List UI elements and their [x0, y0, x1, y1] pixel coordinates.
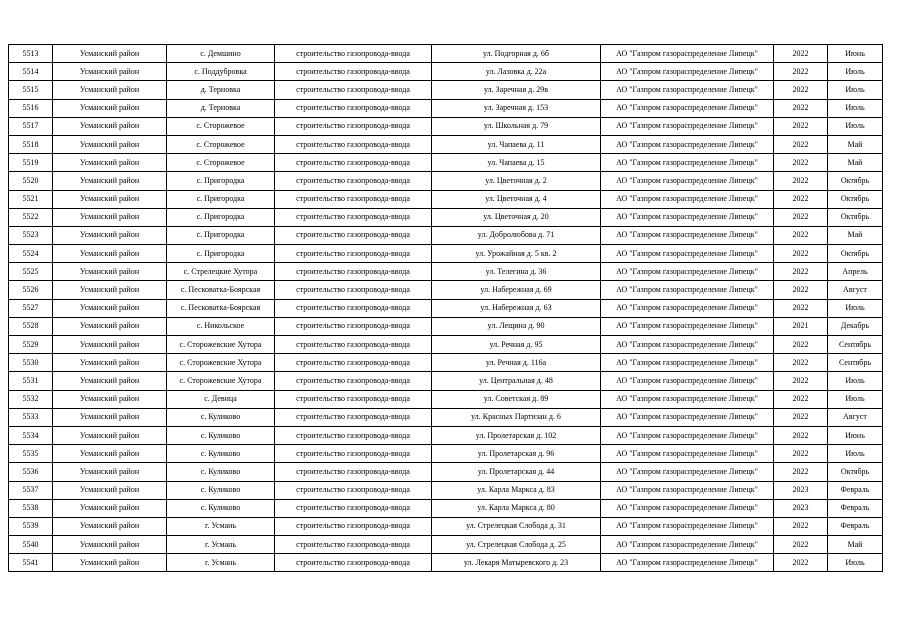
district-cell: Усманский район	[53, 445, 167, 463]
month-cell: Июль	[828, 445, 883, 463]
address-cell: ул. Цветочная д. 20	[432, 208, 601, 226]
year-cell: 2022	[774, 135, 828, 153]
organization-cell: АО "Газпром газораспределение Липецк"	[601, 281, 774, 299]
settlement-cell: с. Никольское	[167, 317, 275, 335]
table-row	[9, 99, 883, 117]
district-cell: Усманский район	[53, 135, 167, 153]
work-type-cell: строительство газопровода-ввода	[275, 426, 432, 444]
settlement-cell: с. Пригородка	[167, 172, 275, 190]
year-cell: 2022	[774, 536, 828, 554]
row-number-cell: 5520	[9, 172, 53, 190]
row-number-cell: 5525	[9, 263, 53, 281]
organization-cell: АО "Газпром газораспределение Липецк"	[601, 117, 774, 135]
year-cell: 2022	[774, 354, 828, 372]
settlement-cell: с. Куликово	[167, 481, 275, 499]
row-number-cell: 5529	[9, 336, 53, 354]
district-cell: Усманский район	[53, 190, 167, 208]
organization-cell: АО "Газпром газораспределение Липецк"	[601, 408, 774, 426]
table-row	[9, 499, 883, 517]
work-type-cell: строительство газопровода-ввода	[275, 45, 432, 63]
year-cell: 2022	[774, 426, 828, 444]
address-cell: ул. Набережная д. 63	[432, 299, 601, 317]
district-cell: Усманский район	[53, 390, 167, 408]
table-row	[9, 317, 883, 335]
district-cell: Усманский район	[53, 263, 167, 281]
work-type-cell: строительство газопровода-ввода	[275, 81, 432, 99]
organization-cell: АО "Газпром газораспределение Липецк"	[601, 463, 774, 481]
table-row	[9, 154, 883, 172]
month-cell: Июль	[828, 99, 883, 117]
district-cell: Усманский район	[53, 99, 167, 117]
work-type-cell: строительство газопровода-ввода	[275, 317, 432, 335]
table-row	[9, 208, 883, 226]
district-cell: Усманский район	[53, 499, 167, 517]
address-cell: ул. Карла Маркса д. 80	[432, 499, 601, 517]
organization-cell: АО "Газпром газораспределение Липецк"	[601, 154, 774, 172]
organization-cell: АО "Газпром газораспределение Липецк"	[601, 263, 774, 281]
row-number-cell: 5513	[9, 45, 53, 63]
organization-cell: АО "Газпром газораспределение Липецк"	[601, 390, 774, 408]
month-cell: Май	[828, 154, 883, 172]
row-number-cell: 5527	[9, 299, 53, 317]
work-type-cell: строительство газопровода-ввода	[275, 499, 432, 517]
district-cell: Усманский район	[53, 299, 167, 317]
month-cell: Июль	[828, 554, 883, 572]
month-cell: Сентябрь	[828, 336, 883, 354]
row-number-cell: 5534	[9, 426, 53, 444]
address-cell: ул. Набережная д. 69	[432, 281, 601, 299]
address-cell: ул. Пролетарская д. 102	[432, 426, 601, 444]
year-cell: 2022	[774, 463, 828, 481]
year-cell: 2023	[774, 481, 828, 499]
month-cell: Декабрь	[828, 317, 883, 335]
row-number-cell: 5539	[9, 517, 53, 535]
work-type-cell: строительство газопровода-ввода	[275, 208, 432, 226]
year-cell: 2022	[774, 517, 828, 535]
month-cell: Февраль	[828, 481, 883, 499]
month-cell: Август	[828, 408, 883, 426]
address-cell: ул. Советская д. 89	[432, 390, 601, 408]
organization-cell: АО "Газпром газораспределение Липецк"	[601, 135, 774, 153]
year-cell: 2022	[774, 390, 828, 408]
settlement-cell: с. Сторожевские Хутора	[167, 372, 275, 390]
month-cell: Июнь	[828, 45, 883, 63]
month-cell: Апрель	[828, 263, 883, 281]
row-number-cell: 5538	[9, 499, 53, 517]
table-row	[9, 135, 883, 153]
row-number-cell: 5526	[9, 281, 53, 299]
organization-cell: АО "Газпром газораспределение Липецк"	[601, 172, 774, 190]
address-cell: ул. Пролетарская д. 44	[432, 463, 601, 481]
settlement-cell: с. Сторожевские Хутора	[167, 336, 275, 354]
address-cell: ул. Стрелецкая Слобода д. 31	[432, 517, 601, 535]
district-cell: Усманский район	[53, 536, 167, 554]
district-cell: Усманский район	[53, 463, 167, 481]
year-cell: 2022	[774, 281, 828, 299]
district-cell: Усманский район	[53, 81, 167, 99]
month-cell: Октябрь	[828, 208, 883, 226]
address-cell: ул. Стрелецкая Слобода д. 25	[432, 536, 601, 554]
month-cell: Февраль	[828, 517, 883, 535]
work-type-cell: строительство газопровода-ввода	[275, 190, 432, 208]
month-cell: Июль	[828, 372, 883, 390]
work-type-cell: строительство газопровода-ввода	[275, 408, 432, 426]
settlement-cell: с. Девица	[167, 390, 275, 408]
work-type-cell: строительство газопровода-ввода	[275, 481, 432, 499]
district-cell: Усманский район	[53, 408, 167, 426]
year-cell: 2022	[774, 336, 828, 354]
organization-cell: АО "Газпром газораспределение Липецк"	[601, 372, 774, 390]
address-cell: ул. Чапаева д. 15	[432, 154, 601, 172]
year-cell: 2022	[774, 99, 828, 117]
year-cell: 2022	[774, 372, 828, 390]
address-cell: ул. Заречная д. 153	[432, 99, 601, 117]
address-cell: ул. Цветочная д. 2	[432, 172, 601, 190]
table-row	[9, 445, 883, 463]
row-number-cell: 5518	[9, 135, 53, 153]
address-cell: ул. Цветочная д. 4	[432, 190, 601, 208]
table-body	[9, 45, 883, 572]
organization-cell: АО "Газпром газораспределение Липецк"	[601, 190, 774, 208]
address-cell: ул. Красных Партизан д. 6	[432, 408, 601, 426]
address-cell: ул. Подгорная д. 6б	[432, 45, 601, 63]
table-row	[9, 372, 883, 390]
year-cell: 2022	[774, 172, 828, 190]
work-type-cell: строительство газопровода-ввода	[275, 354, 432, 372]
row-number-cell: 5530	[9, 354, 53, 372]
address-cell: ул. Центральная д. 48	[432, 372, 601, 390]
settlement-cell: с. Куликово	[167, 408, 275, 426]
month-cell: Июль	[828, 299, 883, 317]
work-type-cell: строительство газопровода-ввода	[275, 281, 432, 299]
table-row	[9, 263, 883, 281]
settlement-cell: с. Песковатка-Боярская	[167, 299, 275, 317]
address-cell: ул. Лещина д. 90	[432, 317, 601, 335]
table-row	[9, 481, 883, 499]
settlement-cell: г. Усмань	[167, 517, 275, 535]
row-number-cell: 5522	[9, 208, 53, 226]
address-cell: ул. Чапаева д. 11	[432, 135, 601, 153]
address-cell: ул. Лазовка д. 22а	[432, 63, 601, 81]
table-row	[9, 226, 883, 244]
district-cell: Усманский район	[53, 372, 167, 390]
row-number-cell: 5523	[9, 226, 53, 244]
organization-cell: АО "Газпром газораспределение Липецк"	[601, 317, 774, 335]
address-cell: ул. Школьная д. 79	[432, 117, 601, 135]
table-row	[9, 81, 883, 99]
year-cell: 2022	[774, 245, 828, 263]
row-number-cell: 5537	[9, 481, 53, 499]
work-type-cell: строительство газопровода-ввода	[275, 245, 432, 263]
organization-cell: АО "Газпром газораспределение Липецк"	[601, 426, 774, 444]
month-cell: Май	[828, 226, 883, 244]
settlement-cell: с. Стрелецкие Хутора	[167, 263, 275, 281]
settlement-cell: с. Пригородка	[167, 245, 275, 263]
work-type-cell: строительство газопровода-ввода	[275, 263, 432, 281]
month-cell: Июль	[828, 81, 883, 99]
work-type-cell: строительство газопровода-ввода	[275, 226, 432, 244]
work-type-cell: строительство газопровода-ввода	[275, 99, 432, 117]
row-number-cell: 5521	[9, 190, 53, 208]
address-cell: ул. Лекаря Матыревского д. 23	[432, 554, 601, 572]
address-cell: ул. Заречная д. 29в	[432, 81, 601, 99]
year-cell: 2022	[774, 81, 828, 99]
address-cell: ул. Пролетарская д. 96	[432, 445, 601, 463]
row-number-cell: 5536	[9, 463, 53, 481]
table-row	[9, 354, 883, 372]
organization-cell: АО "Газпром газораспределение Липецк"	[601, 245, 774, 263]
work-type-cell: строительство газопровода-ввода	[275, 336, 432, 354]
month-cell: Октябрь	[828, 172, 883, 190]
row-number-cell: 5535	[9, 445, 53, 463]
work-type-cell: строительство газопровода-ввода	[275, 63, 432, 81]
settlement-cell: с. Пригородка	[167, 226, 275, 244]
settlement-cell: с. Пригородка	[167, 208, 275, 226]
table-row	[9, 463, 883, 481]
district-cell: Усманский район	[53, 554, 167, 572]
address-cell: ул. Речная д. 95	[432, 336, 601, 354]
district-cell: Усманский район	[53, 481, 167, 499]
row-number-cell: 5524	[9, 245, 53, 263]
district-cell: Усманский район	[53, 63, 167, 81]
organization-cell: АО "Газпром газораспределение Липецк"	[601, 445, 774, 463]
table-row	[9, 390, 883, 408]
address-cell: ул. Урожайная д. 5 кв. 2	[432, 245, 601, 263]
row-number-cell: 5517	[9, 117, 53, 135]
address-cell: ул. Телегина д. 36	[432, 263, 601, 281]
organization-cell: АО "Газпром газораспределение Липецк"	[601, 336, 774, 354]
organization-cell: АО "Газпром газораспределение Липецк"	[601, 554, 774, 572]
settlement-cell: с. Сторожевое	[167, 117, 275, 135]
year-cell: 2022	[774, 45, 828, 63]
row-number-cell: 5514	[9, 63, 53, 81]
work-type-cell: строительство газопровода-ввода	[275, 299, 432, 317]
settlement-cell: с. Куликово	[167, 499, 275, 517]
address-cell: ул. Речная д. 116а	[432, 354, 601, 372]
organization-cell: АО "Газпром газораспределение Липецк"	[601, 517, 774, 535]
work-type-cell: строительство газопровода-ввода	[275, 536, 432, 554]
work-type-cell: строительство газопровода-ввода	[275, 554, 432, 572]
district-cell: Усманский район	[53, 317, 167, 335]
row-number-cell: 5540	[9, 536, 53, 554]
settlement-cell: с. Сторожевое	[167, 135, 275, 153]
month-cell: Октябрь	[828, 190, 883, 208]
work-type-cell: строительство газопровода-ввода	[275, 372, 432, 390]
table-row	[9, 63, 883, 81]
district-cell: Усманский район	[53, 426, 167, 444]
row-number-cell: 5532	[9, 390, 53, 408]
organization-cell: АО "Газпром газораспределение Липецк"	[601, 81, 774, 99]
district-cell: Усманский район	[53, 117, 167, 135]
table-row	[9, 554, 883, 572]
settlement-cell: с. Песковатка-Боярская	[167, 281, 275, 299]
settlement-cell: с. Демшино	[167, 45, 275, 63]
organization-cell: АО "Газпром газораспределение Липецк"	[601, 63, 774, 81]
settlement-cell: д. Терновка	[167, 99, 275, 117]
district-cell: Усманский район	[53, 172, 167, 190]
year-cell: 2022	[774, 117, 828, 135]
organization-cell: АО "Газпром газораспределение Липецк"	[601, 99, 774, 117]
table-row	[9, 245, 883, 263]
table-row	[9, 299, 883, 317]
row-number-cell: 5533	[9, 408, 53, 426]
month-cell: Июль	[828, 63, 883, 81]
month-cell: Октябрь	[828, 463, 883, 481]
year-cell: 2022	[774, 408, 828, 426]
settlement-cell: с. Сторожевские Хутора	[167, 354, 275, 372]
year-cell: 2021	[774, 317, 828, 335]
district-cell: Усманский район	[53, 281, 167, 299]
settlement-cell: д. Терновка	[167, 81, 275, 99]
month-cell: Февраль	[828, 499, 883, 517]
organization-cell: АО "Газпром газораспределение Липецк"	[601, 481, 774, 499]
settlement-cell: г. Усмань	[167, 536, 275, 554]
district-cell: Усманский район	[53, 354, 167, 372]
settlement-cell: с. Сторожевое	[167, 154, 275, 172]
organization-cell: АО "Газпром газораспределение Липецк"	[601, 354, 774, 372]
table-row	[9, 190, 883, 208]
table-row	[9, 336, 883, 354]
district-cell: Усманский район	[53, 45, 167, 63]
year-cell: 2022	[774, 299, 828, 317]
month-cell: Июль	[828, 390, 883, 408]
row-number-cell: 5519	[9, 154, 53, 172]
work-type-cell: строительство газопровода-ввода	[275, 154, 432, 172]
settlement-cell: с. Куликово	[167, 445, 275, 463]
table-row	[9, 45, 883, 63]
year-cell: 2022	[774, 445, 828, 463]
year-cell: 2022	[774, 226, 828, 244]
district-cell: Усманский район	[53, 245, 167, 263]
district-cell: Усманский район	[53, 154, 167, 172]
organization-cell: АО "Газпром газораспределение Липецк"	[601, 499, 774, 517]
year-cell: 2022	[774, 154, 828, 172]
table-row	[9, 426, 883, 444]
year-cell: 2022	[774, 554, 828, 572]
organization-cell: АО "Газпром газораспределение Липецк"	[601, 45, 774, 63]
settlement-cell: с. Куликово	[167, 426, 275, 444]
district-cell: Усманский район	[53, 226, 167, 244]
month-cell: Июнь	[828, 426, 883, 444]
address-cell: ул. Карла Маркса д. 83	[432, 481, 601, 499]
address-cell: ул. Добролюбова д. 71	[432, 226, 601, 244]
row-number-cell: 5516	[9, 99, 53, 117]
work-type-cell: строительство газопровода-ввода	[275, 135, 432, 153]
organization-cell: АО "Газпром газораспределение Липецк"	[601, 208, 774, 226]
district-cell: Усманский район	[53, 517, 167, 535]
settlement-cell: с. Поддубровка	[167, 63, 275, 81]
work-type-cell: строительство газопровода-ввода	[275, 172, 432, 190]
table-row	[9, 281, 883, 299]
row-number-cell: 5528	[9, 317, 53, 335]
work-type-cell: строительство газопровода-ввода	[275, 117, 432, 135]
table-row	[9, 517, 883, 535]
year-cell: 2022	[774, 208, 828, 226]
settlement-cell: с. Куликово	[167, 463, 275, 481]
month-cell: Октябрь	[828, 245, 883, 263]
table-row	[9, 172, 883, 190]
month-cell: Май	[828, 135, 883, 153]
year-cell: 2022	[774, 63, 828, 81]
organization-cell: АО "Газпром газораспределение Липецк"	[601, 536, 774, 554]
work-type-cell: строительство газопровода-ввода	[275, 463, 432, 481]
row-number-cell: 5515	[9, 81, 53, 99]
month-cell: Сентябрь	[828, 354, 883, 372]
district-cell: Усманский район	[53, 208, 167, 226]
year-cell: 2022	[774, 190, 828, 208]
settlement-cell: с. Пригородка	[167, 190, 275, 208]
work-type-cell: строительство газопровода-ввода	[275, 517, 432, 535]
organization-cell: АО "Газпром газораспределение Липецк"	[601, 299, 774, 317]
month-cell: Август	[828, 281, 883, 299]
year-cell: 2023	[774, 499, 828, 517]
district-cell: Усманский район	[53, 336, 167, 354]
work-type-cell: строительство газопровода-ввода	[275, 445, 432, 463]
data-table	[8, 44, 883, 572]
row-number-cell: 5541	[9, 554, 53, 572]
row-number-cell: 5531	[9, 372, 53, 390]
month-cell: Июль	[828, 117, 883, 135]
work-type-cell: строительство газопровода-ввода	[275, 390, 432, 408]
table-row	[9, 117, 883, 135]
settlement-cell: г. Усмань	[167, 554, 275, 572]
table-row	[9, 536, 883, 554]
organization-cell: АО "Газпром газораспределение Липецк"	[601, 226, 774, 244]
month-cell: Май	[828, 536, 883, 554]
year-cell: 2022	[774, 263, 828, 281]
table-row	[9, 408, 883, 426]
